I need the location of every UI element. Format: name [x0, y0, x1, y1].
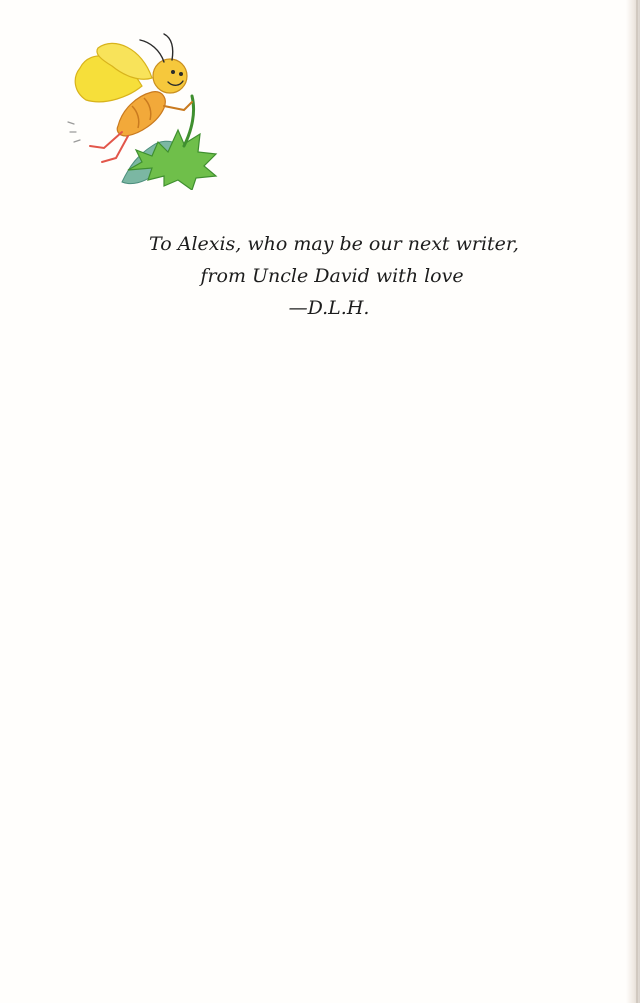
bee-head-icon — [153, 59, 187, 93]
bee-leg-icon — [102, 136, 128, 162]
bee-antenna-icon — [164, 34, 173, 60]
bee-on-leaf-illustration — [60, 30, 230, 190]
page-spine-edge — [636, 0, 638, 1003]
dedication-line-1: To Alexis, who may be our next writer, — [149, 233, 519, 255]
dedication-signature: —D.L.H. — [288, 297, 370, 319]
bee-body-icon — [117, 92, 165, 136]
motion-lines-icon — [68, 122, 80, 142]
bee-leg-icon — [90, 132, 122, 148]
bee-antenna-icon — [140, 40, 164, 62]
dedication-line-2: from Uncle David with love — [200, 265, 464, 287]
bee-arm-icon — [164, 102, 192, 110]
dedication-block — [0, 228, 640, 324]
